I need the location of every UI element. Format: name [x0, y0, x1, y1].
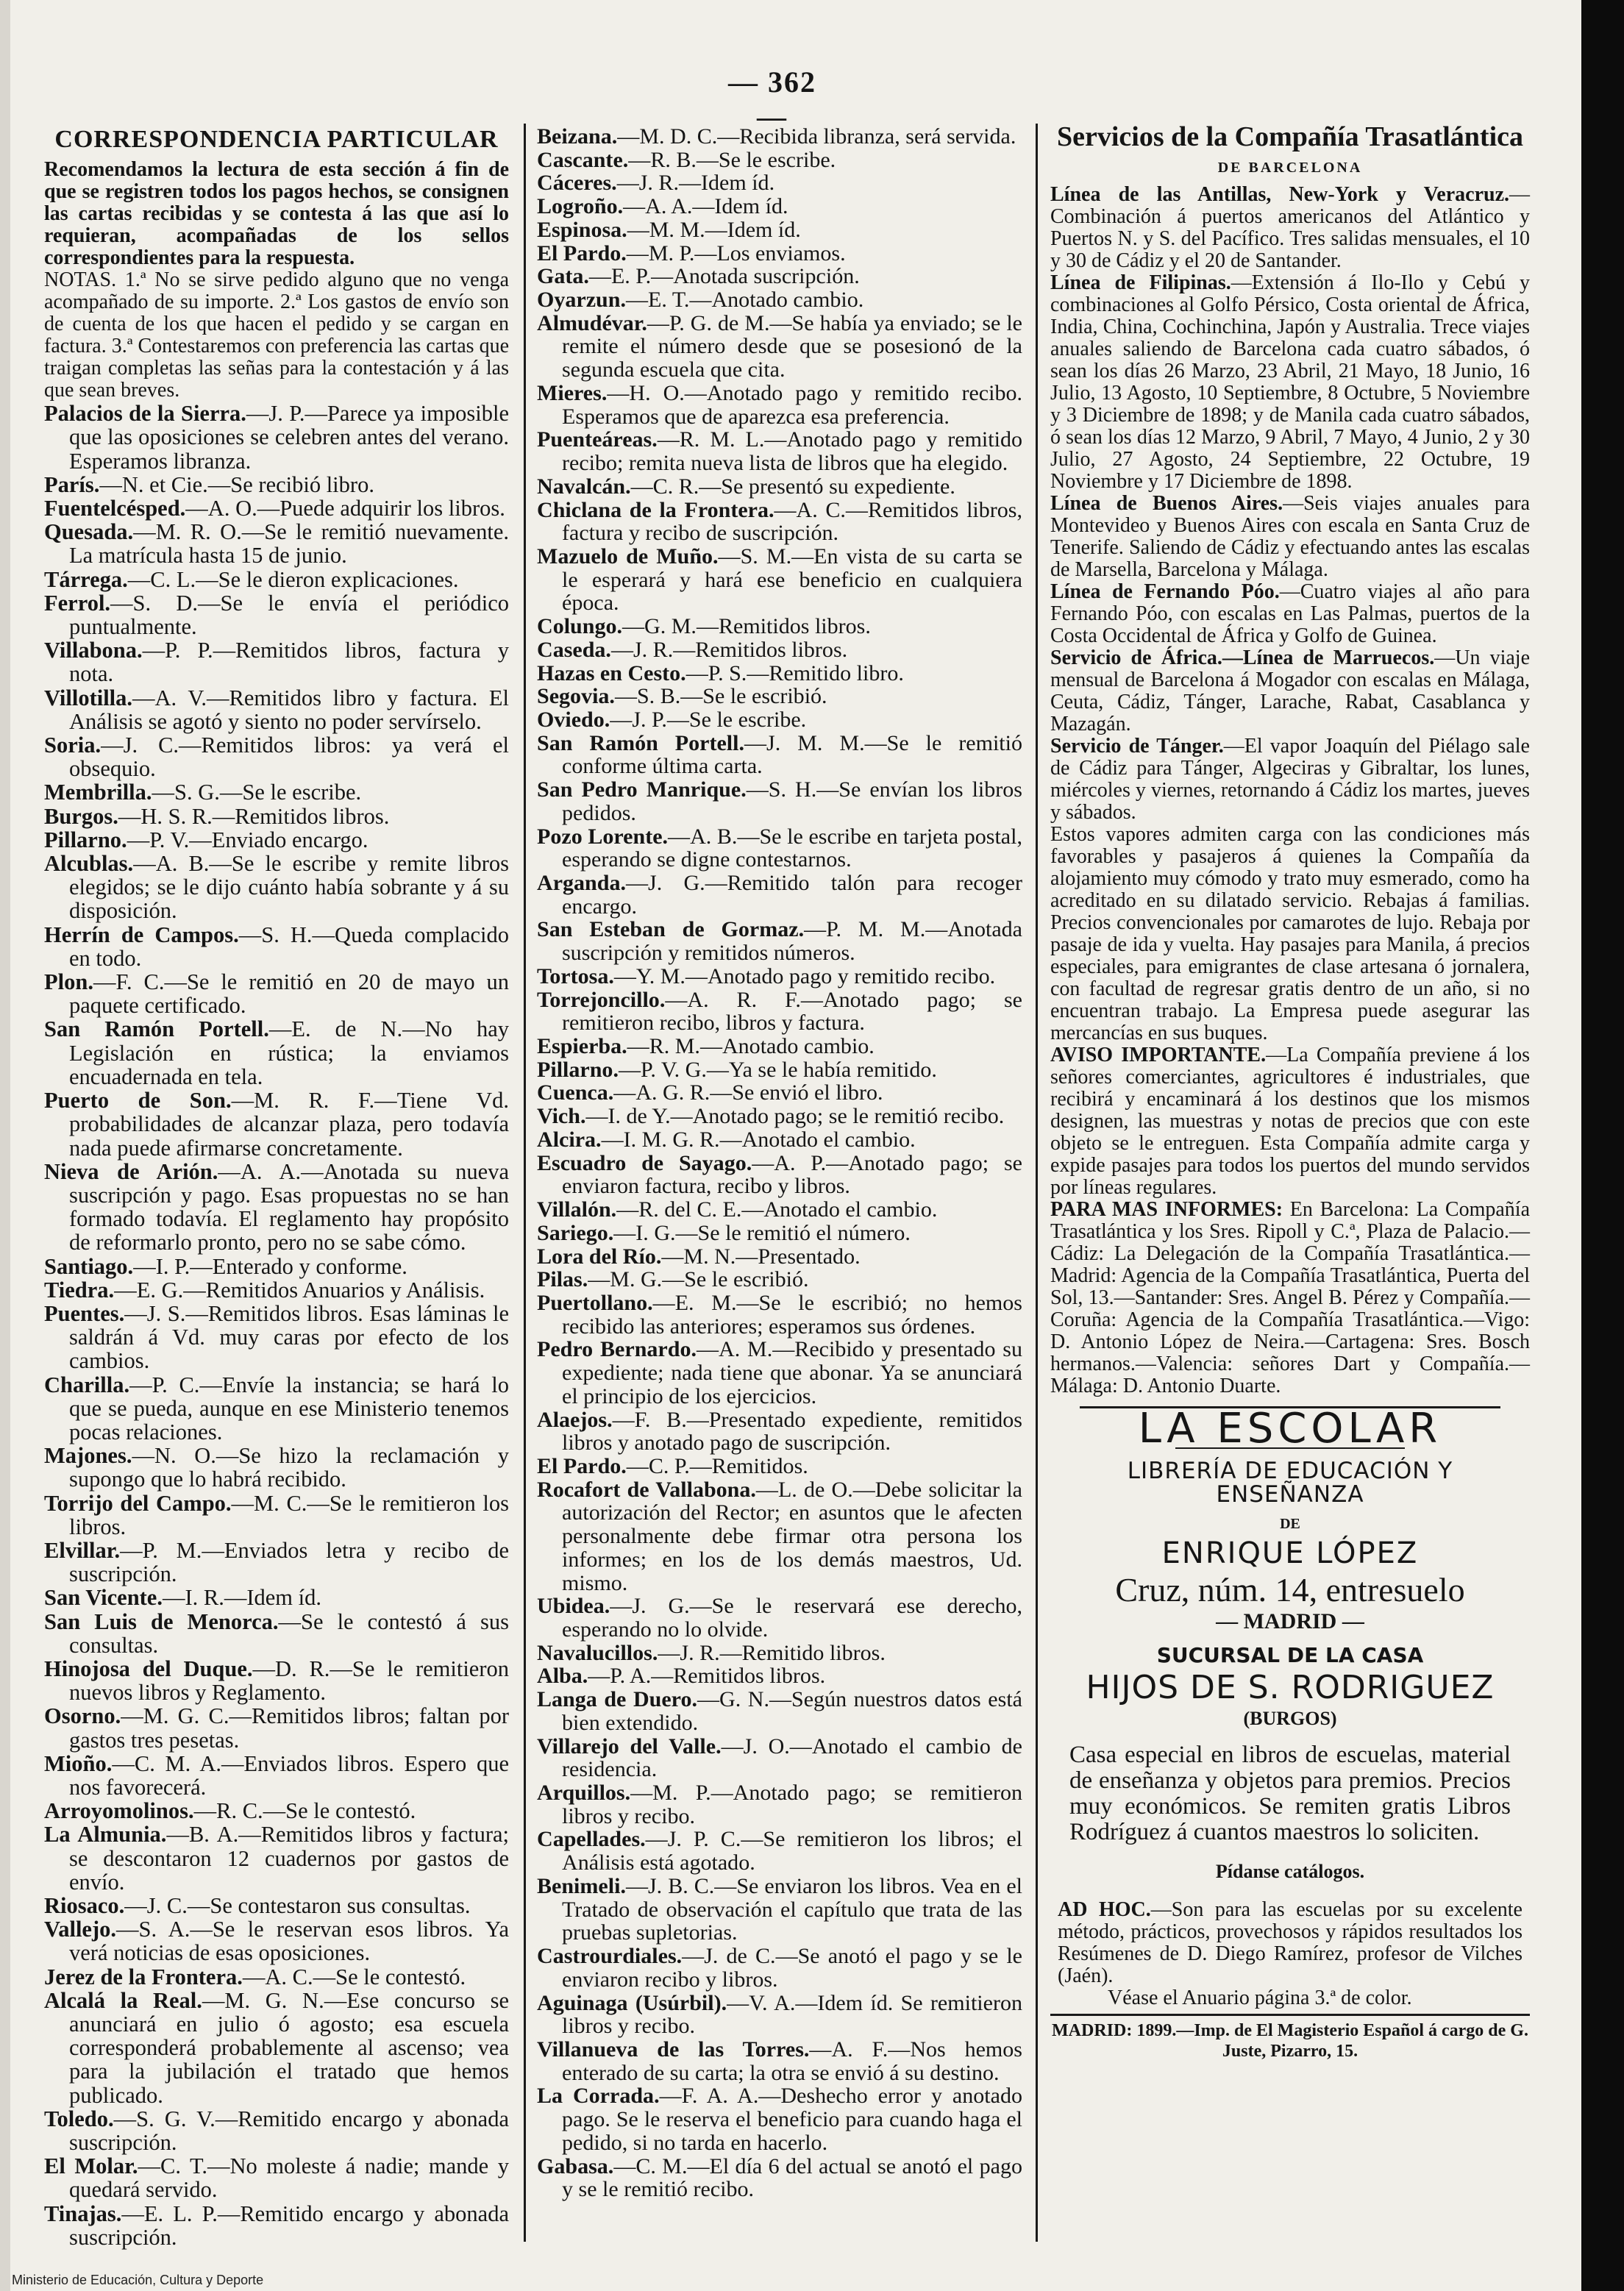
- list-item: Escuadro de Sayago.—A. P.—Anotado pago; se enviaron factura, recibo y libros.: [537, 1150, 1022, 1199]
- list-item: Toledo.—S. G. V.—Remitido encargo y abonada suscripción.: [44, 2106, 509, 2156]
- list-item: Colungo.—G. M.—Remitidos libros.: [537, 614, 871, 639]
- list-item: Oviedo.—J. P.—Se le escribe.: [537, 707, 807, 732]
- list-item: Pozo Lorente.—A. B.—Se le escribe en tarjeta postal, esperando se digne contestarnos.: [537, 824, 1022, 872]
- list-item: Soria.—J. C.—Remitidos libros: ya verá el obsequio.: [44, 733, 509, 782]
- list-item: Espierba.—R. M.—Anotado cambio.: [537, 1034, 875, 1059]
- section-subheading-barcelona: DE BARCELONA: [1217, 160, 1363, 177]
- list-item: Navalucillos.—J. R.—Remitido libros.: [537, 1640, 886, 1665]
- list-item: Hinojosa del Duque.—D. R.—Se le remitieron nuevos libros y Reglamento.: [44, 1656, 509, 1706]
- list-item: Jerez de la Frontera.—A. C.—Se le contestó.: [44, 1964, 466, 1989]
- list-item: Lora del Río.—M. N.—Presentado.: [537, 1244, 861, 1269]
- list-item: Langa de Duero.—G. N.—Según nuestros datos está bien extendido.: [537, 1687, 1022, 1735]
- list-item: Beizana.—M. D. C.—Recibida libranza, será servida.: [537, 124, 1016, 149]
- section-heading-correspondencia: CORRESPONDENCIA PARTICULAR: [54, 126, 499, 153]
- list-item: Osorno.—M. G. C.—Remitidos libros; faltan por gastos tres pesetas.: [44, 1703, 509, 1753]
- list-item: Tinajas.—E. L. P.—Remitido encargo y abonada suscripción.: [44, 2201, 509, 2250]
- list-item: Pilas.—M. G.—Se le escribió.: [537, 1267, 809, 1292]
- list-item: Arroyomolinos.—R. C.—Se le contestó.: [44, 1798, 416, 1824]
- list-item: Quesada.—M. R. O.—Se le remitió nuevamente. La matrícula hasta 15 de junio.: [44, 519, 509, 569]
- list-item: El Pardo.—M. P.—Los enviamos.: [537, 240, 846, 266]
- ad-branch: HIJOS DE S. RODRIGUEZ: [1086, 1669, 1495, 1707]
- ad-address: Cruz, núm. 14, entresuelo: [1115, 1571, 1465, 1609]
- list-item: Vich.—I. de Y.—Anotado pago; se le remitió recibo.: [537, 1104, 1005, 1129]
- list-item: Mioño.—C. M. A.—Enviados libros. Espero que nos favorecerá.: [44, 1750, 509, 1800]
- notice-title: AVISO IMPORTANTE.: [1050, 1044, 1267, 1067]
- list-item: Alcira.—I. M. G. R.—Anotado el cambio.: [537, 1127, 916, 1152]
- shipping-line-text: —Extensión á Ilo-Ilo y Cebú y combinaciones al Golfo Pérsico, Costa oriental de África, India, China, Cochinchina, Japón y Australia. Trece viajes anuales saliendo de Barcelona cada cuatro sábados, ó sean los días 26 Marzo, 23 Abril, 21 Mayo, 18 Junio, 16 Julio, 13 Agosto, 10 Septiembre, 8 Octubre, 5 Noviembre y 3 Diciembre de 1898; y de Manila cada cuatro sábados, ó sean los días 12 Marzo, 9 Abril, 7 Mayo, 4 Junio, 2 y 30 Julio, 27 Agosto, 24 Septiembre, 22 Octubre, 19 Noviembre y 17 Diciembre de 1898.: [1050, 271, 1530, 494]
- list-item: Mazuelo de Muño.—S. M.—En vista de su carta se le esperará y hará ese beneficio en cualquiera época.: [537, 544, 1022, 616]
- list-item: Puentes.—J. S.—Remitidos libros. Esas láminas le saldrán á Vd. muy caras por efecto de los cambios.: [44, 1300, 509, 1374]
- imprint-divider: [1050, 2014, 1530, 2016]
- list-item: San Ramón Portell.—E. de N.—No hay Legislación en rústica; la enviamos encuadernada en tela.: [44, 1016, 509, 1089]
- list-item: Gabasa.—C. M.—El día 6 del actual se anotó el pago y se le remitió recibo.: [537, 2153, 1022, 2202]
- ad-hoc-title: AD HOC.: [1058, 1898, 1151, 1921]
- column-rule-2: [1036, 124, 1038, 2242]
- list-item: Oyarzun.—E. T.—Anotado cambio.: [537, 288, 864, 313]
- list-item: Riosaco.—J. C.—Se contestaron sus consultas.: [44, 1893, 471, 1918]
- scan-left-edge: [0, 0, 10, 2291]
- footer-credit: Ministerio de Educación, Cultura y Deporte: [12, 2273, 264, 2287]
- informes-text: En Barcelona: La Compañía Trasatlántica y los Sres. Ripoll y C.ª, Plaza de Palacio.—Cádiz: La Delegación de la Compañía Trasatlántica.—Madrid: Agencia de la Compañía Trasatlántica, Puerta del Sol, 13.—Santander: Sres. Angel B. Pérez y Compañía.—Coruña: Agencia de la Compañía Trasatlántica.—Vigo: D. Antonio López de Neira.—Cartagena: Sres. Bosch hermanos.—Valencia: señores Dart y Compañía.—Málaga: D. Antonio Duarte.: [1050, 1198, 1530, 1398]
- shipping-line-text: —Un viaje mensual de Barcelona á Mogador con escalas en Málaga, Ceuta, Cádiz, Tánger, Larache, Rabat, Casablanca y Mazagán.: [1050, 646, 1530, 736]
- notice-paragraph: [1050, 1044, 1530, 1199]
- shipping-line-item: [1050, 493, 1530, 581]
- list-item: Caseda.—J. R.—Remitidos libros.: [537, 637, 848, 662]
- shipping-line-title: Línea de Filipinas.: [1050, 271, 1231, 295]
- ad-city: — MADRID —: [1216, 1608, 1364, 1633]
- section-heading-trasatlantica: Servicios de la Compañía Trasatlántica: [1056, 121, 1524, 152]
- list-item: Tárrega.—C. L.—Se le dieron explicaciones.: [44, 566, 459, 592]
- list-item: Herrín de Campos.—S. H.—Queda complacido en todo.: [44, 922, 509, 971]
- list-item: Ubidea.—J. G.—Se le reservará ese derecho, esperando no lo olvide.: [537, 1594, 1022, 1642]
- list-item: Ferrol.—S. D.—Se le envía el periódico puntualmente.: [44, 590, 509, 640]
- ad-de: DE: [1280, 1516, 1300, 1533]
- list-item: Almudévar.—P. G. de M.—Se había ya enviado; se le remite el número desde que se posesionó de la segunda escuela que cita.: [537, 310, 1022, 382]
- list-item: Pillarno.—P. V.—Enviado encargo.: [44, 827, 368, 852]
- list-item: Alcublas.—A. B.—Se le escribe y remite libros elegidos; se le dijo cuánto había sobrante y á su disposición.: [44, 851, 509, 924]
- list-item: San Esteban de Gormaz.—P. M. M.—Anotada suscripción y remitidos números.: [537, 917, 1023, 966]
- correspondence-list-2: [537, 125, 1022, 2201]
- informes-title: PARA MAS INFORMES:: [1050, 1198, 1283, 1222]
- ad-hoc-text: —Son para las escuelas por su excelente método, prácticos, provechosos y rápidos resultados los Resúmenes de D. Diego Ramírez, profesor de Vilches (Jaén).: [1058, 1898, 1522, 1987]
- list-item: Santiago.—I. P.—Enterado y conforme.: [44, 1253, 407, 1279]
- shipping-line-item: [1050, 581, 1530, 647]
- list-item: El Molar.—C. T.—No moleste á nadie; mande y quedará servido.: [44, 2153, 509, 2203]
- list-item: Villarejo del Valle.—J. O.—Anotado el cambio de residencia.: [537, 1734, 1022, 1782]
- list-item: Sariego.—I. G.—Se le remitió el número.: [537, 1220, 911, 1245]
- list-item: Mieres.—H. O.—Anotado pago y remitido recibo. Esperamos que de aparezca esa preferencia.: [537, 380, 1022, 429]
- list-item: Aguinaga (Usúrbil).—V. A.—Idem íd. Se remitieron libros y recibo.: [537, 1990, 1023, 2039]
- list-item: Pillarno.—P. V. G.—Ya se le había remitido.: [537, 1057, 937, 1082]
- list-item: Plon.—F. C.—Se le remitió en 20 de mayo un paquete certificado.: [44, 969, 509, 1019]
- list-item: Alcalá la Real.—M. G. N.—Ese concurso se anunciará en julio ó agosto; esa escuela corresponderá probablemente al ascenso; vea para la jubilación el tratado que hemos publicado.: [44, 1987, 509, 2108]
- column-correspondencia-cont: [537, 125, 1022, 2201]
- notes-paragraph: NOTAS. 1.ª No se sirve pedido alguno que no venga acompañado de su importe. 2.ª Los gastos de envío son de cuenta de los que hacen el pedido y se cargan en factura. 3.ª Contestaremos con preferencia las cartas que traigan completas las señas para la contestación y á las que sean breves.: [44, 268, 509, 402]
- list-item: Arganda.—J. G.—Remitido talón para recoger encargo.: [537, 871, 1022, 919]
- shipping-line-item: [1050, 272, 1530, 493]
- list-item: Rocafort de Vallabona.—L. de O.—Debe solicitar la autorización del Rector; en asuntos que le afecten personalmente debe firmar otra persona los informes; en los de los demás maestros, Ud. mismo.: [537, 1477, 1022, 1595]
- list-item: Burgos.—H. S. R.—Remitidos libros.: [44, 803, 390, 829]
- shipping-line-text: —Combinación á puertos americanos del Atlántico y Puertos N. y S. del Pacífico. Tres salidas mensuales, el 10 y 30 de Cádiz y el 20 de Santander.: [1050, 183, 1530, 273]
- notice-text: —La Compañía previene á los señores comerciantes, agricultores é industriales, que recibirá y encaminará á los destinos que los mismos designen, las muestras y notas de precios que con este objeto se le entreguen. Esta Compañía admite carga y expide pasajes para todos los puertos del mundo servidos por líneas regulares.: [1050, 1044, 1530, 1200]
- list-item: Espinosa.—M. M.—Idem íd.: [537, 217, 801, 242]
- list-item: Castrourdiales.—J. de C.—Se anotó el pago y se le enviaron recibo y libros.: [537, 1944, 1022, 1992]
- list-item: Membrilla.—S. G.—Se le escribe.: [44, 780, 362, 805]
- list-item: París.—N. et Cie.—Se recibió libro.: [44, 471, 374, 497]
- informes-paragraph: [1050, 1199, 1530, 1397]
- list-item: Tiedra.—E. G.—Remitidos Anuarios y Análisis.: [44, 1277, 485, 1303]
- list-item: Villanueva de las Torres.—A. F.—Nos hemos enterado de su carta; la otra se envió á su destino.: [537, 2037, 1022, 2085]
- shipping-line-title: Servicio de Tánger.: [1050, 735, 1224, 758]
- list-item: San Vicente.—I. R.—Idem íd.: [44, 1585, 322, 1611]
- ad-subtitle: LIBRERÍA DE EDUCACIÓN Y ENSEÑANZA: [1127, 1457, 1453, 1508]
- shipping-conditions: Estos vapores admiten carga con las condiciones más favorables y pasajeros á quienes la Compañía da alojamiento muy cómodo y trato muy esmerado, como ha acreditado en su dilatado servicio. Rebajas á familias. Precios convencionales por camarotes de lujo. Rebaja por pasaje de ida y vuelta. Hay pasajes para Manila, á precios especiales, para emigrantes de clase artesana ó jornalera, con facultad de regresar gratis dentro de un año, si no encuentran trabajo. La Empresa puede asegurar las mercancías en sus buques.: [1050, 823, 1530, 1045]
- imprint: MADRID: 1899.—Imp. de El Magisterio Español á cargo de G. Juste, Pizarro, 15.: [1052, 2020, 1528, 2061]
- ad-anuario: Véase el Anuario página 3.ª de color.: [1108, 1986, 1412, 2009]
- ad-hoc-paragraph: [1050, 1899, 1530, 1987]
- advertisement-la-escolar: [1050, 1405, 1530, 2009]
- shipping-line-item: [1050, 184, 1530, 272]
- ad-branch-city: (BURGOS): [1243, 1708, 1337, 1730]
- list-item: Arquillos.—M. P.—Anotado pago; se remitieron libros y recibo.: [537, 1781, 1022, 1828]
- list-item: Fuentelcésped.—A. O.—Puede adquirir los libros.: [44, 496, 505, 521]
- shipping-line-text: —Cuatro viajes al año para Fernando Póo, con escalas en Las Palmas, puertos de la Costa Occidental de África y Golfo de Guinea.: [1050, 580, 1530, 648]
- shipping-lines-list: [1050, 184, 1530, 824]
- list-item: La Corrada.—F. A. A.—Deshecho error y anotado pago. Se le reserva el beneficio para cuando haga el pedido, si no tarda en hacerlo.: [537, 2084, 1022, 2155]
- shipping-line-title: Línea de las Antillas, New-York y Veracruz.: [1050, 183, 1509, 207]
- list-item: Cuenca.—A. G. R.—Se envió el libro.: [537, 1080, 883, 1105]
- list-item: Villalón.—R. del C. E.—Anotado el cambio.: [537, 1197, 938, 1222]
- ad-sucursal: SUCURSAL DE LA CASA: [1156, 1642, 1424, 1667]
- ad-title: LA ESCOLAR: [1138, 1405, 1442, 1453]
- list-item: Cascante.—R. B.—Se le escribe.: [537, 147, 836, 172]
- list-item: Tortosa.—Y. M.—Anotado pago y remitido recibo.: [537, 963, 996, 988]
- shipping-line-item: [1050, 735, 1530, 824]
- list-item: Pedro Bernardo.—A. M.—Recibido y presentado su expediente; nada tiene que abonar. Ya se anunciará el principio de los ejercicios.: [537, 1337, 1022, 1408]
- shipping-line-text: —Seis viajes anuales para Montevideo y Buenos Aires con escala en Santa Cruz de Tenerife. Saliendo de Cádiz y efectuando antes las escalas de Marsella, Barcelona y Málaga.: [1050, 492, 1531, 582]
- list-item: Alba.—P. A.—Remitidos libros.: [537, 1664, 826, 1689]
- list-item: Palacios de la Sierra.—J. P.—Parece ya imposible que las oposiciones se celebren antes del verano. Esperamos libranza.: [44, 401, 509, 474]
- list-item: Puerto de Son.—M. R. F.—Tiene Vd. probabilidades de alcanzar plaza, pero todavía nada puede afirmarse concretamente.: [44, 1088, 509, 1161]
- list-item: Segovia.—S. B.—Se le escribió.: [537, 684, 827, 709]
- scan-right-edge: [1581, 0, 1624, 2291]
- list-item: Navalcán.—C. R.—Se presentó su expediente.: [537, 474, 955, 499]
- list-item: San Luis de Menorca.—Se le contestó á sus consultas.: [44, 1608, 509, 1658]
- list-item: Torrijo del Campo.—M. C.—Se le remitieron los libros.: [44, 1490, 509, 1539]
- list-item: Majones.—N. O.—Se hizo la reclamación y supongo que lo habrá recibido.: [44, 1443, 509, 1492]
- shipping-line-item: [1050, 647, 1530, 735]
- list-item: Nieva de Arión.—A. A.—Anotada su nueva suscripción y pago. Esas propuestas no se han formado todavía. El reglamento hay propósito de reformarlo pronto, pero no se sabe cómo.: [44, 1158, 510, 1255]
- column-correspondencia: [44, 125, 509, 2249]
- list-item: Torrejoncillo.—A. R. F.—Anotado pago; se remitieron recibo, libros y factura.: [537, 987, 1022, 1036]
- list-item: Benimeli.—J. B. C.—Se enviaron los libros. Vea en el Tratado de observación el capítulo que trata de las pruebas supletorias.: [537, 1873, 1022, 1945]
- list-item: Vallejo.—S. A.—Se le reservan esos libros. Ya verá noticias de esas oposiciones.: [44, 1917, 509, 1966]
- list-item: Chiclana de la Frontera.—A. C.—Remitidos libros, factura y recibo de suscripción.: [537, 497, 1022, 546]
- ad-owner: ENRIQUE LÓPEZ: [1161, 1536, 1419, 1571]
- list-item: Cáceres.—J. R.—Idem íd.: [537, 171, 775, 196]
- list-item: La Almunia.—B. A.—Remitidos libros y factura; se descontaron 12 cuadernos por gastos de envío.: [44, 1822, 509, 1895]
- column-trasatlantica: [1050, 121, 1531, 2062]
- intro-paragraph: Recomendamos la lectura de esta sección á fin de que se registren todos los pagos hechos, se consignen las cartas recibidas y se contesta á las que así lo requieran, acompañadas de los sellos correspondientes para la respuesta.: [44, 158, 509, 270]
- list-item: San Pedro Manrique.—S. H.—Se envían los libros pedidos.: [537, 777, 1022, 825]
- shipping-line-title: Servicio de África.—Línea de Marruecos.: [1050, 646, 1435, 670]
- shipping-line-text: —El vapor Joaquín del Piélago sale de Cádiz para Tánger, Algeciras y Gibraltar, los lunes, miércoles y viernes, retornando á Cádiz los martes, jueves y sábados.: [1050, 735, 1530, 824]
- list-item: El Pardo.—C. P.—Remitidos.: [537, 1453, 808, 1478]
- column-rule-1: [524, 124, 526, 2242]
- list-item: Elvillar.—P. M.—Enviados letra y recibo de suscripción.: [44, 1537, 509, 1587]
- list-item: Gata.—E. P.—Anotada suscripción.: [537, 264, 860, 289]
- list-item: Logroño.—A. A.—Idem íd.: [537, 194, 788, 219]
- shipping-line-title: Línea de Fernando Póo.: [1050, 580, 1280, 604]
- list-item: Villotilla.—A. V.—Remitidos libro y factura. El Análisis se agotó y siento no poder servírselo.: [44, 685, 509, 734]
- correspondence-list-1: [44, 402, 509, 2249]
- page-number: — 362 —: [728, 65, 816, 133]
- list-item: San Ramón Portell.—J. M. M.—Se le remitió conforme última carta.: [537, 730, 1022, 779]
- list-item: Villabona.—P. P.—Remitidos libros, factura y nota.: [44, 638, 509, 687]
- ad-text: Casa especial en libros de escuelas, material de enseñanza y objetos para premios. Precios muy económicos. Se remiten gratis Libros Rodríguez á cuantos maestros lo soliciten.: [1069, 1742, 1511, 1846]
- list-item: Hazas en Cesto.—P. S.—Remitido libro.: [537, 660, 904, 685]
- list-item: Charilla.—P. C.—Envíe la instancia; se hará lo que se pueda, aunque en ese Ministerio tenemos pocas relaciones.: [44, 1372, 509, 1444]
- shipping-line-title: Línea de Buenos Aires.: [1050, 492, 1283, 516]
- list-item: Alaejos.—F. B.—Presentado expediente, remitidos libros y anotado pago de suscripción.: [537, 1407, 1022, 1456]
- list-item: Puertollano.—E. M.—Se le escribió; no hemos recibido las anteriores; esperamos sus órdenes.: [537, 1290, 1022, 1339]
- list-item: Puenteáreas.—R. M. L.—Anotado pago y remitido recibo; remita nueva lista de libros que ha elegido.: [537, 427, 1022, 476]
- ad-catalogs: Pídanse catálogos.: [1215, 1861, 1365, 1883]
- list-item: Capellades.—J. P. C.—Se remitieron los libros; el Análisis está agotado.: [537, 1827, 1022, 1875]
